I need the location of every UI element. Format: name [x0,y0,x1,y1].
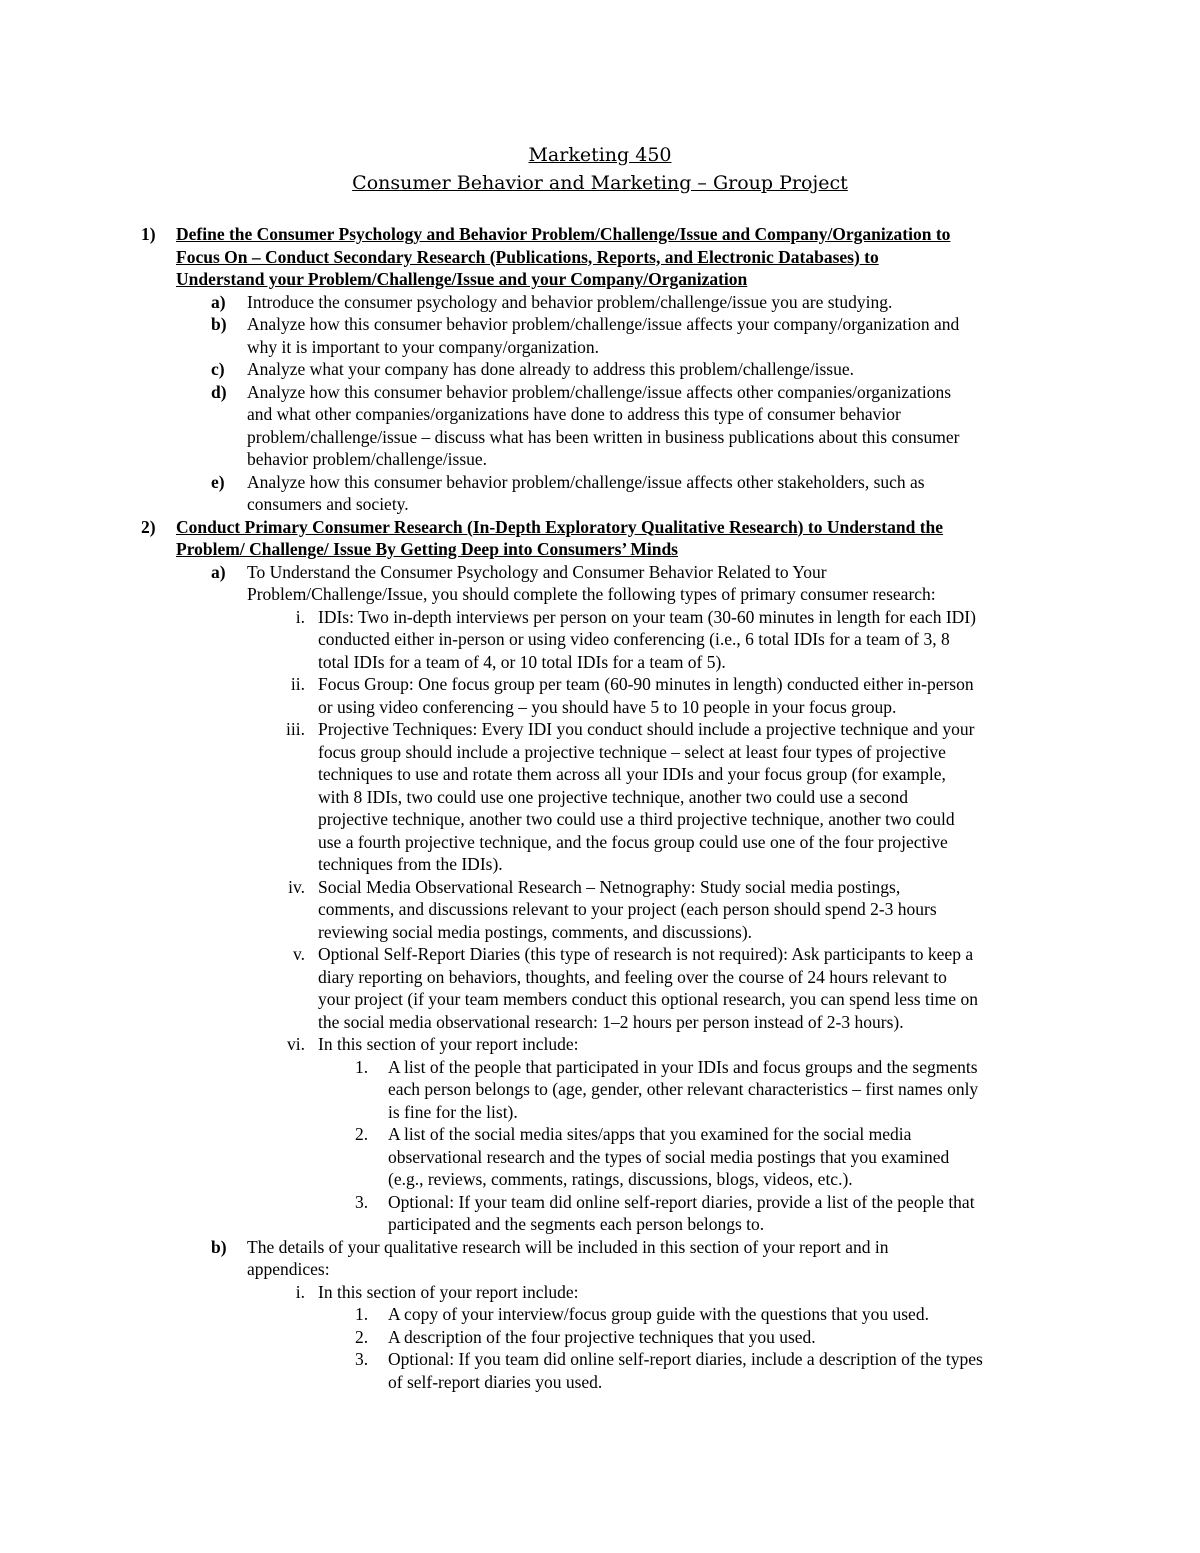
roman-item-text: focus group should include a projective technique – select at least four types of projective [318,741,946,762]
numbered-marker: 3. [355,1191,369,1212]
roman-item-text: your project (if your team members conduct this optional research, you can spend less time on [318,989,978,1009]
numbered-item-text: participated and the segments each person belongs to. [388,1214,765,1234]
section-heading-line: Conduct Primary Consumer Research (In-Depth Exploratory Qualitative Research) to Understand the [176,516,944,537]
numbered-item-text: Optional: If you team did online self-report diaries, include a description of the types [388,1349,983,1369]
list-item-text: Analyze what your company has done already to address this problem/challenge/issue. [247,359,854,379]
roman-marker: i. [295,606,305,627]
list-item-marker: b) [211,1236,227,1257]
numbered-marker: 2. [355,1124,369,1144]
roman-item-text: comments, and discussions relevant to your project (each person should spend 2-3 hours [318,899,937,919]
numbered-marker: 2. [355,1326,369,1347]
section-number: 1) [141,224,156,244]
numbered-item-text: A list of the people that participated in your IDIs and focus groups and the segments [388,1056,978,1077]
roman-item-text: or using video conferencing – you should have 5 to 10 people in your focus group. [318,696,897,717]
roman-item-text: In this section of your report include: [318,1034,579,1054]
numbered-item-text: A description of the four projective techniques that you used. [388,1326,816,1347]
roman-item-text: techniques from the IDIs). [318,854,503,874]
list-item-text: consumers and society. [247,494,409,514]
roman-item-text: reviewing social media postings, comments, and discussions). [318,921,753,942]
section-heading-line: Define the Consumer Psychology and Behavior Problem/Challenge/Issue and Company/Organization to [176,224,951,244]
list-item-marker: a) [211,561,226,582]
roman-marker: ii. [290,674,305,694]
numbered-marker: 1. [355,1056,369,1077]
roman-item-text: with 8 IDIs, two could use one projective technique, another two could use a second [318,786,908,807]
roman-item-text: IDIs: Two in-depth interviews per person on your team (30-60 minutes in length for each IDI) [318,606,976,627]
list-item-marker: d) [211,381,227,402]
roman-item-text: Projective Techniques: Every IDI you conduct should include a projective technique and your [318,719,975,739]
list-item-text: problem/challenge/issue – discuss what has been written in business publications about this consumer [247,426,960,447]
numbered-item-text: each person belongs to (age, gender, other relevant characteristics – first names only [388,1079,979,1099]
roman-marker: iv. [288,876,305,897]
list-item-text: Analyze how this consumer behavior problem/challenge/issue affects other stakeholders, such as [247,471,925,492]
list-item-text: The details of your qualitative research will be included in this section of your report and in [247,1236,889,1257]
roman-marker: iii. [286,719,305,739]
project-title: Consumer Behavior and Marketing – Group Project [352,172,848,194]
course-title: Marketing 450 [528,144,672,166]
roman-item-text: Focus Group: One focus group per team (60-90 minutes in length) conducted either in-person [318,674,974,694]
roman-item-text: techniques to use and rotate them across all your IDIs and your focus group (for example, [318,764,946,784]
roman-item-text: the social media observational research: 1–2 hours per person instead of 2-3 hours). [318,1011,904,1032]
list-item-text: Analyze how this consumer behavior problem/challenge/issue affects other companies/organizations [247,381,951,402]
list-item-text: appendices: [247,1259,330,1279]
numbered-item-text: A list of the social media sites/apps that you examined for the social media [388,1124,912,1144]
section-heading-line: Understand your Problem/Challenge/Issue and your Company/Organization [176,269,748,289]
numbered-item-text: Optional: If your team did online self-report diaries, provide a list of the people that [388,1191,975,1212]
roman-item-text: diary reporting on behaviors, thoughts, and feeling over the course of 24 hours relevant to [318,966,947,987]
roman-item-text: In this section of your report include: [318,1281,579,1302]
numbered-marker: 1. [355,1304,369,1324]
roman-item-text: conducted either in-person or using video conferencing (i.e., 6 total IDIs for a team of 3, 8 [318,629,950,649]
list-item-text: Introduce the consumer psychology and behavior problem/challenge/issue you are studying. [247,291,893,312]
numbered-item-text: is fine for the list). [388,1101,518,1122]
numbered-item-text: of self-report diaries you used. [388,1371,603,1392]
list-item-text: behavior problem/challenge/issue. [247,449,488,469]
numbered-item-text: (e.g., reviews, comments, ratings, discussions, blogs, videos, etc.). [388,1169,853,1189]
list-item-marker: e) [211,471,225,492]
roman-item-text: Optional Self-Report Diaries (this type of research is not required): Ask participants to keep a [318,944,974,964]
section-heading-line: Problem/ Challenge/ Issue By Getting Deep into Consumers’ Minds [176,539,678,559]
roman-marker: vi. [287,1034,305,1054]
section-number: 2) [141,516,156,537]
roman-item-text: Social Media Observational Research – Netnography: Study social media postings, [318,876,901,897]
roman-item-text: use a fourth projective technique, and the focus group could use one of the four projective [318,831,948,852]
list-item-text: why it is important to your company/organization. [247,336,600,357]
numbered-item-text: A copy of your interview/focus group guide with the questions that you used. [388,1304,929,1324]
roman-marker: i. [295,1281,305,1302]
list-item-text: and what other companies/organizations have done to address this type of consumer behavior [247,404,901,424]
list-item-marker: a) [211,291,226,312]
list-item-text: To Understand the Consumer Psychology and Consumer Behavior Related to Your [247,561,827,582]
section-heading-line: Focus On – Conduct Secondary Research (Publications, Reports, and Electronic Databases) to [176,246,879,267]
numbered-item-text: observational research and the types of social media postings that you examined [388,1146,950,1167]
list-item-text: Analyze how this consumer behavior problem/challenge/issue affects your company/organization and [247,314,960,334]
roman-item-text: total IDIs for a team of 4, or 10 total IDIs for a team of 5). [318,651,726,672]
list-item-text: Problem/Challenge/Issue, you should complete the following types of primary consumer research: [247,584,936,604]
roman-marker: v. [293,944,305,964]
list-item-marker: b) [211,314,227,334]
roman-item-text: projective technique, another two could use a third projective technique, another two could [318,809,955,829]
list-item-marker: c) [211,359,225,379]
numbered-marker: 3. [355,1349,369,1369]
